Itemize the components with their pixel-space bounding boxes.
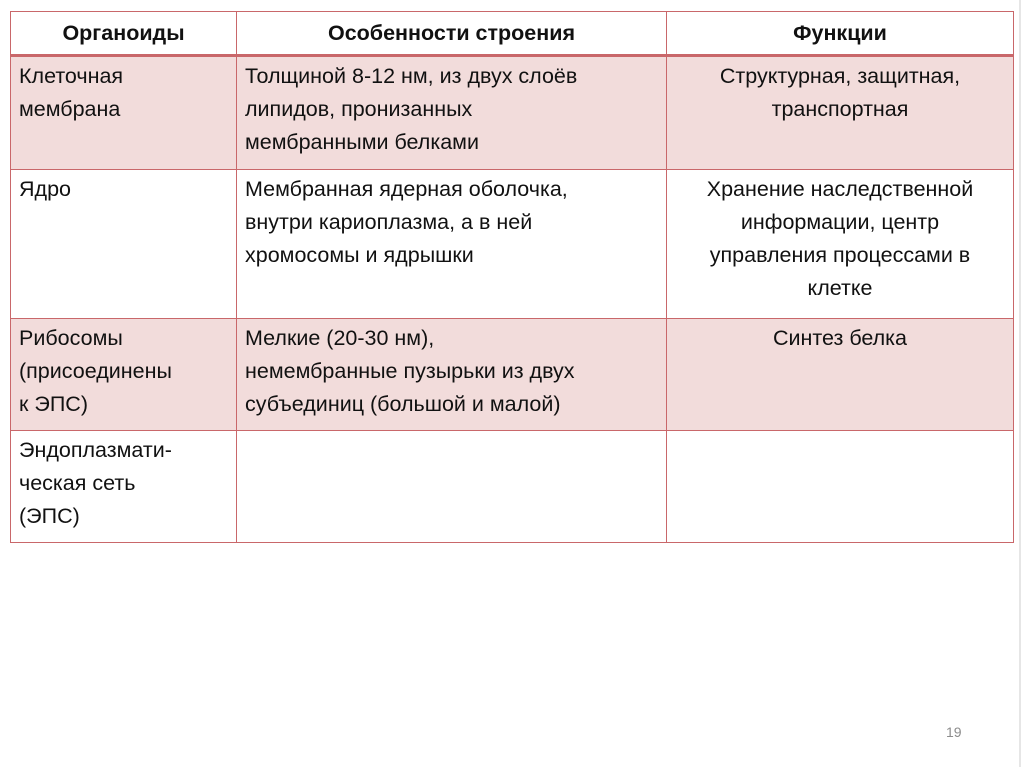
cell-text: Эндоплазмати- [19,438,172,462]
cell-organoid [11,170,237,319]
cell-text: Рибосомы [19,326,123,350]
cell-text: информации, центр [740,210,940,234]
header-organoids: Органоиды [11,12,237,56]
slide-edge-divider [1019,0,1021,767]
cell-text: (присоединены [19,359,172,383]
cell-text: транспортная [771,97,909,121]
cell-text: Мембранная ядерная оболочка, [245,177,568,201]
cell-text: хромосомы и ядрышки [245,243,474,267]
cell-text: внутри кариоплазма, а в ней [245,210,533,234]
cell-text: Ядро [19,177,71,201]
cell-organoid [11,431,237,543]
cell-text: Структурная, защитная, [719,64,961,88]
page-number: 19 [946,724,962,740]
cell-organoid [11,319,237,431]
cell-text: управления процессами в [709,243,971,267]
cell-functions [667,170,1014,319]
cell-structure [237,319,667,431]
cell-functions [667,319,1014,431]
table-header-row [11,12,1014,56]
cell-text: Мелкие (20-30 нм), [245,326,435,350]
table-row [11,170,1014,319]
cell-text: к ЭПС) [19,392,88,416]
cell-structure [237,170,667,319]
table-row [11,431,1014,543]
cell-text: Хранение наследственной [706,177,974,201]
cell-text: немембранные пузырьки из двух [245,359,575,383]
cell-structure-empty [237,431,667,543]
cell-text: мембранными белками [245,130,479,154]
cell-text: Клеточная [19,64,124,88]
cell-text: липидов, пронизанных [245,97,473,121]
cell-text: субъединиц (большой и малой) [245,392,561,416]
cell-text: (ЭПС) [19,504,80,528]
header-functions: Функции [667,12,1014,56]
cell-text: ческая сеть [19,471,136,495]
table-row [11,56,1014,170]
cell-text: мембрана [19,97,121,121]
cell-functions-empty [667,431,1014,543]
cell-text: Синтез белка [772,326,908,350]
header-structure: Особенности строения [237,12,667,56]
cell-structure [237,56,667,170]
cell-text: Толщиной 8-12 нм, из двух слоёв [245,64,578,88]
table-row [11,319,1014,431]
cell-functions [667,56,1014,170]
cell-organoid [11,56,237,170]
organoids-table [10,11,1014,543]
cell-text: клетке [807,276,873,300]
